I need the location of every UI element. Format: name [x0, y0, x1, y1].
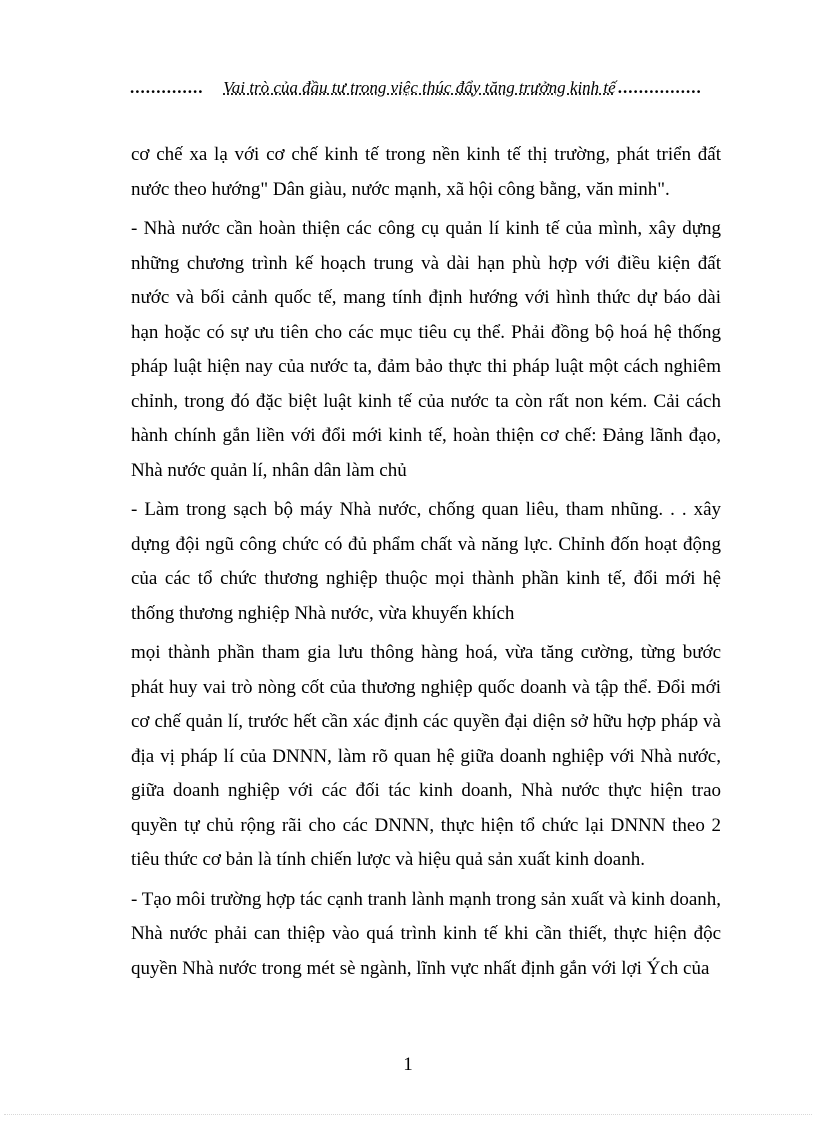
paragraph-bullet-competition: - Tạo môi trường hợp tác cạnh tranh lành mạnh trong sản xuất và kinh doanh, Nhà nước phải can thiệp vào quá trình kinh tế khi cần thiết, thực hiện độc quyền Nhà nước trong mét sè ngành, lĩnh vực nhất định gắn với lợi Ých của: [131, 888, 721, 979]
paragraph-continuation: cơ chế xa lạ với cơ chế kinh tế trong nền kinh tế thị trường, phát triển đất nước theo hướng" Dân giàu, nước mạnh, xã hội công bằng, văn minh".: [131, 144, 721, 200]
paragraph-economic-sectors: mọi thành phần tham gia lưu thông hàng hoá, vừa tăng cường, từng bước phát huy vai trò nòng cốt của thương nghiệp quốc doanh và tập thể. Đổi mới cơ chế quản lí, trước hết cần xác định các quyền đại diện sở hữu hợp pháp và địa vị pháp lí của DNNN, làm rõ quan hệ giữa doanh nghiệp với Nhà nước, giữa doanh nghiệp với các đối tác kinh doanh, Nhà nước thực hiện trao quyền tự chủ rộng rãi cho các DNNN, thực hiện tổ chức lại DNNN theo 2 tiêu thức cơ bản là tính chiến lược và hiệu quả sản xuất kinh doanh.: [131, 642, 721, 870]
header-dots-left: ..............: [130, 79, 204, 96]
page-number: 1: [403, 1054, 413, 1075]
page-bottom-border: [4, 1114, 812, 1115]
header-dots-right: ................: [617, 79, 702, 96]
document-body: [131, 138, 721, 986]
header-title: Vai trò của đầu tư trong việc thúc đẩy tăng trưởng kinh tế: [223, 78, 616, 97]
paragraph-bullet-state-apparatus: - Làm trong sạch bộ máy Nhà nước, chống quan liêu, tham nhũng. . . xây dựng đội ngũ công chức có đủ phẩm chất và năng lực. Chỉnh đốn hoạt động của các tổ chức thương nghiệp thuộc mọi thành phần kinh tế, đổi mới hệ thống thương nghiệp Nhà nước, vừa khuyến khích: [131, 499, 721, 624]
running-header: [130, 70, 722, 96]
paragraph-bullet-management-tools: - Nhà nước cần hoàn thiện các công cụ quản lí kinh tế của mình, xây dựng những chương trình kế hoạch trung và dài hạn phù hợp với điều kiện đất nước và bối cảnh quốc tế, mang tính định hướng với hình thức dự báo dài hạn hoặc có sự ưu tiên cho các mục tiêu cụ thể. Phải đồng bộ hoá hệ thống pháp luật hiện nay của nước ta, đảm bảo thực thi pháp luật một cách nghiêm chỉnh, trong đó đặc biệt luật kinh tế của nước ta còn rất non kém. Cải cách hành chính gắn liền với đổi mới kinh tế, hoàn thiện cơ chế: Đảng lãnh đạo, Nhà nước quản lí, nhân dân làm chủ: [131, 218, 721, 481]
